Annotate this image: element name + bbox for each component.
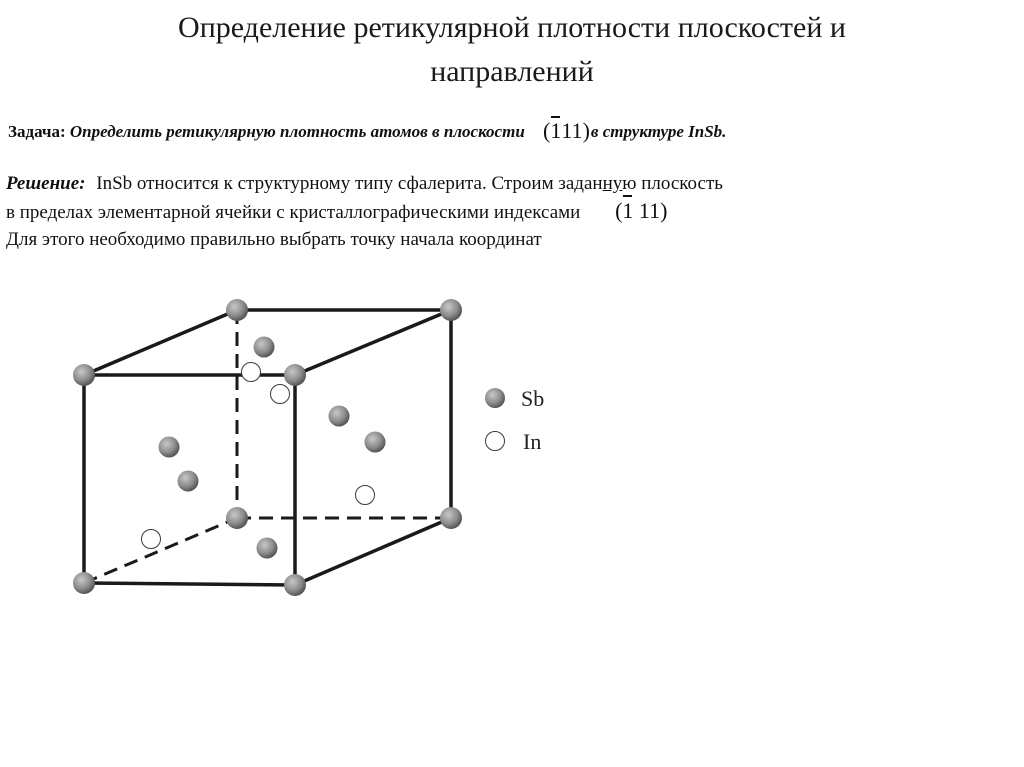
sb-atoms xyxy=(73,299,462,596)
solution-label: Решение: xyxy=(6,173,86,194)
task-suffix: в структуре InSb. xyxy=(590,122,727,141)
index-open: ( xyxy=(543,118,551,143)
sol-index-rest: 11 xyxy=(633,198,661,223)
edge-hidden-left-bottom xyxy=(84,518,237,583)
index-rest: 11 xyxy=(561,118,583,143)
solution-line1-a: InSb относится к структурному типу сфалерита. Строим задан xyxy=(96,173,603,194)
index-barred-digit: 1 xyxy=(550,118,562,143)
solution-line-3: Для этого необходимо правильно выбрать точку начала координат xyxy=(6,229,542,250)
sb-atom-corner xyxy=(226,299,248,321)
task-text: Определить ретикулярную плотность атомов в плоскости xyxy=(69,122,525,141)
sol-index-barred-digit: 1 xyxy=(622,198,634,223)
task-label: Задача: xyxy=(8,122,66,141)
sb-atom-face xyxy=(159,437,180,458)
legend xyxy=(485,386,544,454)
solution-line1-b: ю плоскость xyxy=(622,173,723,194)
legend-in-label: In xyxy=(523,429,542,454)
sb-atom-corner xyxy=(284,574,306,596)
edge-top-left xyxy=(84,310,237,375)
in-atom xyxy=(142,530,161,549)
sb-atom-face xyxy=(365,432,386,453)
sb-atom-face xyxy=(257,538,278,559)
sol-index-open: ( xyxy=(615,198,623,223)
in-atoms xyxy=(142,363,375,549)
solution-line1-underlined: ну xyxy=(602,173,623,194)
edge-front-bottom xyxy=(84,583,295,585)
in-atom xyxy=(356,486,375,505)
in-atom xyxy=(271,385,290,404)
sb-atom-corner xyxy=(284,364,306,386)
sb-atom-corner xyxy=(73,572,95,594)
in-atom xyxy=(242,363,261,382)
index-close: ) xyxy=(582,118,590,143)
sb-atom-face xyxy=(254,337,275,358)
edge-top-right xyxy=(295,310,451,375)
title-line-1: Определение ретикулярной плотности плоскостей и xyxy=(178,11,846,44)
sb-atom-face xyxy=(329,406,350,427)
title-line-2: направлений xyxy=(430,55,594,88)
solution-line2-text: в пределах элементарной ячейки с кристаллографическими индексами xyxy=(6,202,581,223)
sb-atom-corner xyxy=(440,299,462,321)
legend-sb-swatch xyxy=(485,388,505,408)
sol-index-close: ) xyxy=(660,198,668,223)
legend-in-swatch xyxy=(486,432,505,451)
sb-atom-face xyxy=(178,471,199,492)
sb-atom-corner xyxy=(440,507,462,529)
legend-sb-label: Sb xyxy=(521,386,545,411)
sb-atom-corner xyxy=(226,507,248,529)
edge-bottom-right xyxy=(295,518,451,585)
sb-atom-corner xyxy=(73,364,95,386)
